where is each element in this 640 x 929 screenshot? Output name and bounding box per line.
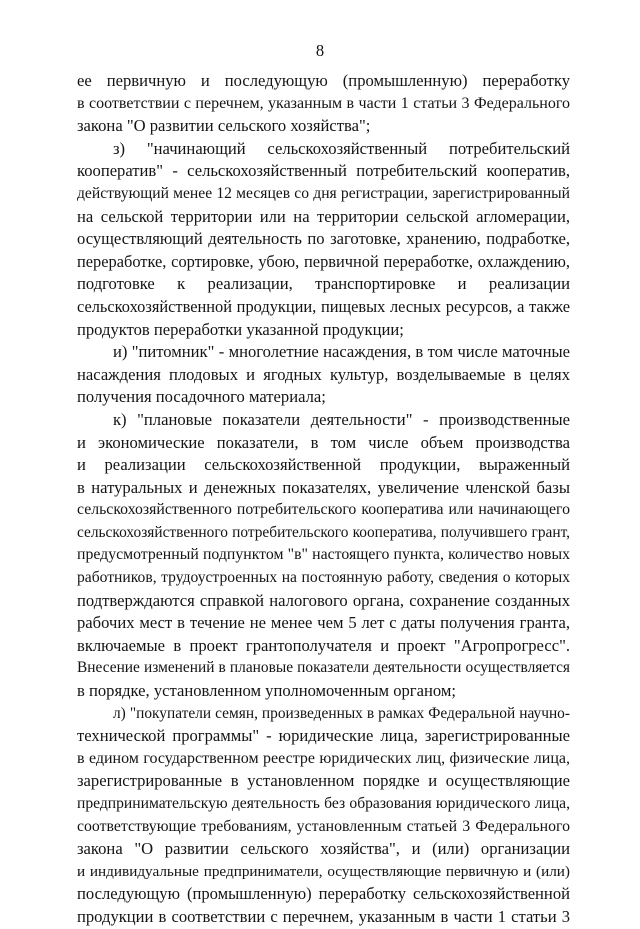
text-line: соответствующие требованиям, установленным статьей 3 Федерального [77, 817, 570, 835]
text-line: в порядке, установленном уполномоченным органом; [77, 681, 456, 701]
text-line: рабочих мест в течение не менее чем 5 лет с даты получения гранта, [77, 613, 570, 633]
text-line: предусмотренный подпунктом "в" настоящего пункта, количество новых [77, 546, 570, 564]
text-line: и индивидуальные предприниматели, осуществляющие первичную и (или) [77, 862, 570, 880]
text-line: продукции в соответствии с перечнем, указанным в части 1 статьи 3 [77, 906, 570, 926]
text-line: и реализации сельскохозяйственной продукции, выраженный [77, 455, 570, 475]
text-line: продуктов переработки указанной продукции; [77, 319, 404, 339]
text-line: кооператив" - сельскохозяйственный потребительский кооператив, [77, 161, 570, 181]
text-line: насаждения плодовых и ягодных культур, возделываемые в целях [77, 364, 570, 384]
document-body [77, 70, 570, 929]
text-line: подготовке к реализации, транспортировке и реализации [77, 274, 570, 294]
text-line: работников, трудоустроенных на постоянную работу, сведения о которых [77, 569, 570, 587]
text-line: в натуральных и денежных показателях, увеличение членской базы [77, 477, 570, 497]
text-line: подтверждаются справкой налогового органа, сохранение созданных [77, 590, 570, 610]
text-line: на сельской территории или на территории сельской агломерации, [77, 206, 570, 226]
text-line: сельскохозяйственного потребительского кооператива или начинающего [77, 501, 570, 519]
text-line: ее первичную и последующую (промышленную) переработку [77, 71, 570, 90]
text-line: л) "покупатели семян, произведенных в рамках Федеральной научно- [113, 704, 570, 722]
text-line: к) "плановые показатели деятельности" - производственные [113, 409, 570, 429]
text-line: осуществляющий деятельность по заготовке, хранению, подработке, [77, 229, 570, 249]
text-line: Внесение изменений в плановые показатели деятельности осуществляется [77, 659, 570, 677]
text-line: включаемые в проект грантополучателя и проект "Агропрогресс". [77, 635, 570, 655]
text-line: и) "питомник" - многолетние насаждения, в том числе маточные [113, 342, 570, 362]
text-line: закона "О развитии сельского хозяйства"; [77, 116, 371, 136]
text-line: закона "О развитии сельского хозяйства", и (или) организации [77, 839, 570, 859]
text-line: зарегистрированные в установленном порядке и осуществляющие [77, 771, 570, 791]
page-number: 8 [315, 41, 325, 60]
text-line: з) "начинающий сельскохозяйственный потребительский [113, 138, 570, 158]
text-line: переработке, сортировке, убою, первичной переработке, охлаждению, [77, 251, 570, 271]
text-line: действующий менее 12 месяцев со дня регистрации, зарегистрированный [77, 184, 570, 202]
text-line: в едином государственном реестре юридических лиц, физические лица, [77, 749, 570, 767]
text-line: последующую (промышленную) переработку сельскохозяйственной [77, 884, 570, 904]
text-line: сельскохозяйственного потребительского кооператива, получившего грант, [77, 523, 570, 541]
text-line: предпринимательскую деятельность без образования юридического лица, [77, 795, 570, 812]
text-line: технической программы" - юридические лица, зарегистрированные [77, 726, 570, 746]
text-line: и экономические показатели, в том числе объем производства [77, 432, 570, 452]
text-line: в соответствии с перечнем, указанным в части 1 статьи 3 Федерального [77, 94, 570, 112]
text-line: сельскохозяйственной продукции, пищевых лесных ресурсов, а также [77, 296, 570, 316]
text-line: получения посадочного материала; [77, 387, 326, 407]
